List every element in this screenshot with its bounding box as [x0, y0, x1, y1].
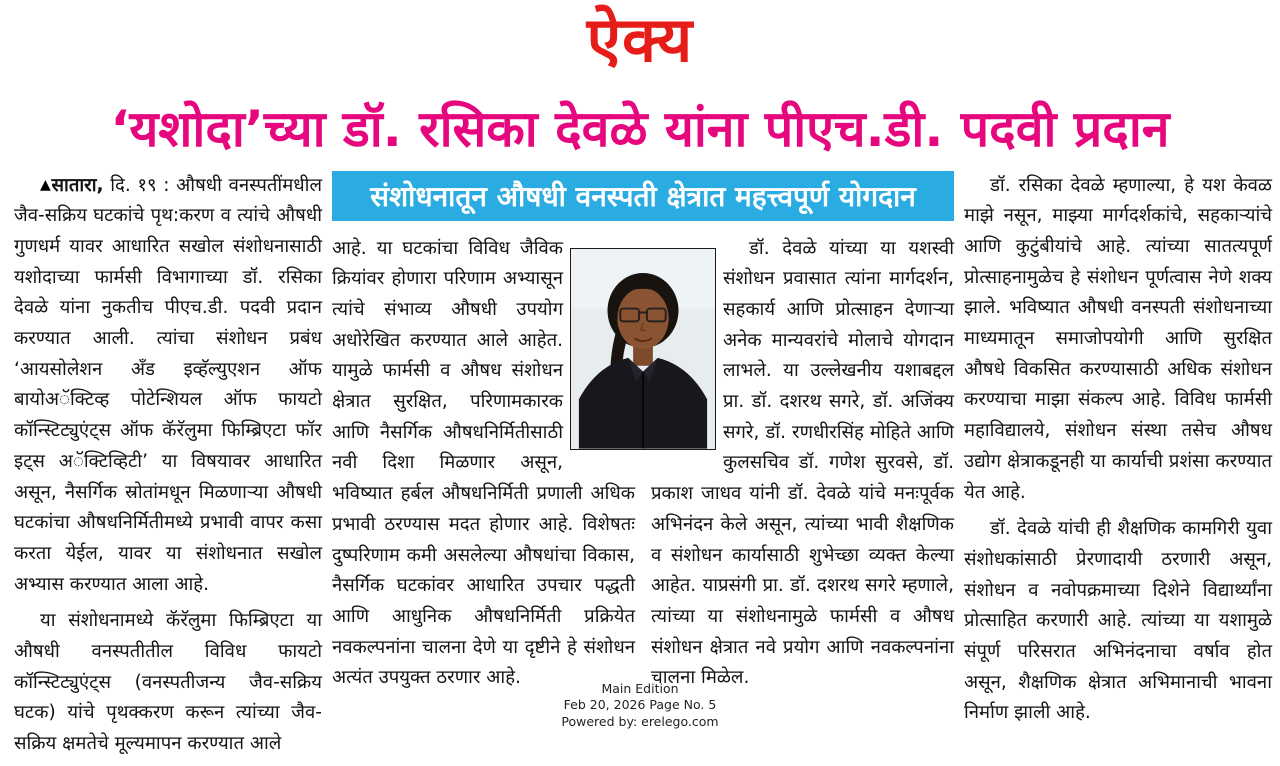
newspaper-logo: ऐक्य [586, 3, 694, 76]
portrait-photo [570, 248, 716, 450]
footer-date-page: Feb 20, 2026 Page No. 5 [563, 697, 717, 713]
article-column-1 [14, 171, 322, 755]
paragraph-5: डॉ. रसिका देवळे म्हणाल्या, हे यश केवळ माझे नसून, माझ्या मार्गदर्शकांचे, सहकाऱ्यांचे आणि कुटुंबीयांचे आहे. त्यांच्या सातत्यपूर्ण प्रोत्साहनामुळेच हे संशोधन पूर्णत्वास नेणे शक्य झाले. भविष्यात औषधी वनस्पती संशोधनाच्या माध्यमातून समाजोपयोगी आणि सुरक्षित औषधे विकसित करण्यासाठी अधिक संशोधन करण्याचा माझा संकल्प आहे. विविध फार्मसी महाविद्यालये, संशोधन संस्था तसेच औषध उद्योग क्षेत्राकडूनही या कार्याची प्रशंसा करण्यात येत आहे. [964, 174, 1272, 503]
footer-edition: Main Edition [601, 680, 679, 696]
portrait-illustration [571, 249, 715, 449]
article-column-4 [964, 171, 1272, 724]
subheadline-text: संशोधनातून औषधी वनस्पती क्षेत्रात महत्त्वपूर्ण योगदान [370, 179, 916, 213]
paragraph-4: डॉ. देवळे यांच्या या यशस्वी संशोधन प्रवासात त्यांना मार्गदर्शन, सहकार्य आणि प्रोत्साहन देणाऱ्या अनेक मान्यवरांचे मोलाचे योगदान लाभले. या उल्लेखनीय यशाबद्दल प्रा. डॉ. दशरथ सगरे, डॉ. अजिंक्य सगरे, डॉ. रणधीरसिंह मोहिते आणि कुलसचिव डॉ. गणेश सुरवसे, डॉ. प्रकाश जाधव यांनी डॉ. देवळे यांचे मनःपूर्वक अभिनंदन केले असून, त्यांच्या भावी शैक्षणिक व संशोधन कार्यासाठी शुभेच्छा व्यक्त केल्या आहेत. याप्रसंगी प्रा. डॉ. दशरथ सगरे म्हणाले, त्यांच्या या संशोधनामुळे फार्मसी व औषध संशोधन क्षेत्रात नवे प्रयोग आणि नवकल्पनांना चालना मिळेल. [651, 237, 954, 689]
subheadline-banner [332, 171, 954, 221]
paragraph-1-text: औषधी वनस्पतींमधील जैव-सक्रिय घटकांचे पृथ:करण व त्यांचे औषधी गुणधर्म यावर आधारित सखोल संशोधनासाठी यशोदाच्या फार्मसी विभागाच्या डॉ. रसिका देवळे यांना नुकतीच पीएच.डी. पदवी प्रदान करण्यात आली. त्यांचा संशोधन प्रबंध ‘आयसोलेशन अँड इव्हॅल्युएशन ऑफ बायोअॅक्टिव्ह पोटेन्शियल ऑफ फायटो कॉन्स्टिट्युएंट्स ऑफ कॅरॅलुमा फिम्ब्रिएटा फॉर इट्स अॅक्टिव्हिटी’ या विषयावर आधारित असून, नैसर्गिक स्रोतांमधून मिळणाऱ्या औषधी घटकांचा औषधनिर्मितीमध्ये प्रभावी वापर कसा करता येईल, यावर या संशोधनात सखोल अभ्यास करण्यात आला आहे. [14, 174, 322, 595]
dateline-date: दि. १९ : [103, 174, 177, 196]
paragraph-3: आहे. या घटकांचा विविध जैविक क्रियांवर होणारा परिणाम अभ्यासून त्यांचे संभाव्य औषधी उपयोग अधोरेखित करण्यात आले आहेत. यामुळे फार्मसी व औषध संशोधन क्षेत्रात सुरक्षित, परिणामकारक आणि नैसर्गिक औषधनिर्मितीसाठी नवी दिशा मिळणार असून, भविष्यात हर्बल औषधनिर्मिती प्रणाली अधिक प्रभावी ठरण्यास मदत होणार आहे. विशेषतः दुष्परिणाम कमी असलेल्या औषधांचा विकास, नैसर्गिक घटकांवर आधारित उपचार पद्धती आणि आधुनिक औषधनिर्मिती प्रक्रियेत नवकल्पनांना चालना देणे या दृष्टीने हे संशोधन अत्यंत उपयुक्त ठरणार आहे. [332, 237, 635, 689]
footer-powered-by: Powered by: erelego.com [561, 714, 719, 730]
paragraph-6: डॉ. देवळे यांची ही शैक्षणिक कामगिरी युवा संशोधकांसाठी प्रेरणादायी ठरणारी असून, संशोधन व नवोपक्रमाच्या दिशेने विद्यार्थ्यांना प्रोत्साहित करणारी आहे. त्यांच्या या यशामुळे संपूर्ण परिसरात अभिनंदनाचा वर्षाव होत असून, शैक्षणिक क्षेत्रात अभिमानाची भावना निर्माण झाली आहे. [964, 518, 1272, 724]
masthead [0, 0, 1280, 88]
paragraph-1 [14, 171, 322, 601]
dateline-triangle-icon: ▲ [40, 176, 52, 193]
headline: ‘यशोदा’च्या डॉ. रसिका देवळे यांना पीएच.डी. पदवी प्रदान [110, 100, 1170, 158]
paragraph-2: या संशोधनामध्ये कॅरॅलुमा फिम्ब्रिएटा या औषधी वनस्पतीतील विविध फायटो कॉन्स्टिट्युएंट्स (वनस्पतीजन्य जैव-सक्रिय घटक) यांचे पृथक्करण करून त्यांच्या जैव-सक्रिय क्षमतेचे मूल्यमापन करण्यात आले [14, 610, 322, 755]
dateline-city: सातारा, [51, 174, 104, 196]
